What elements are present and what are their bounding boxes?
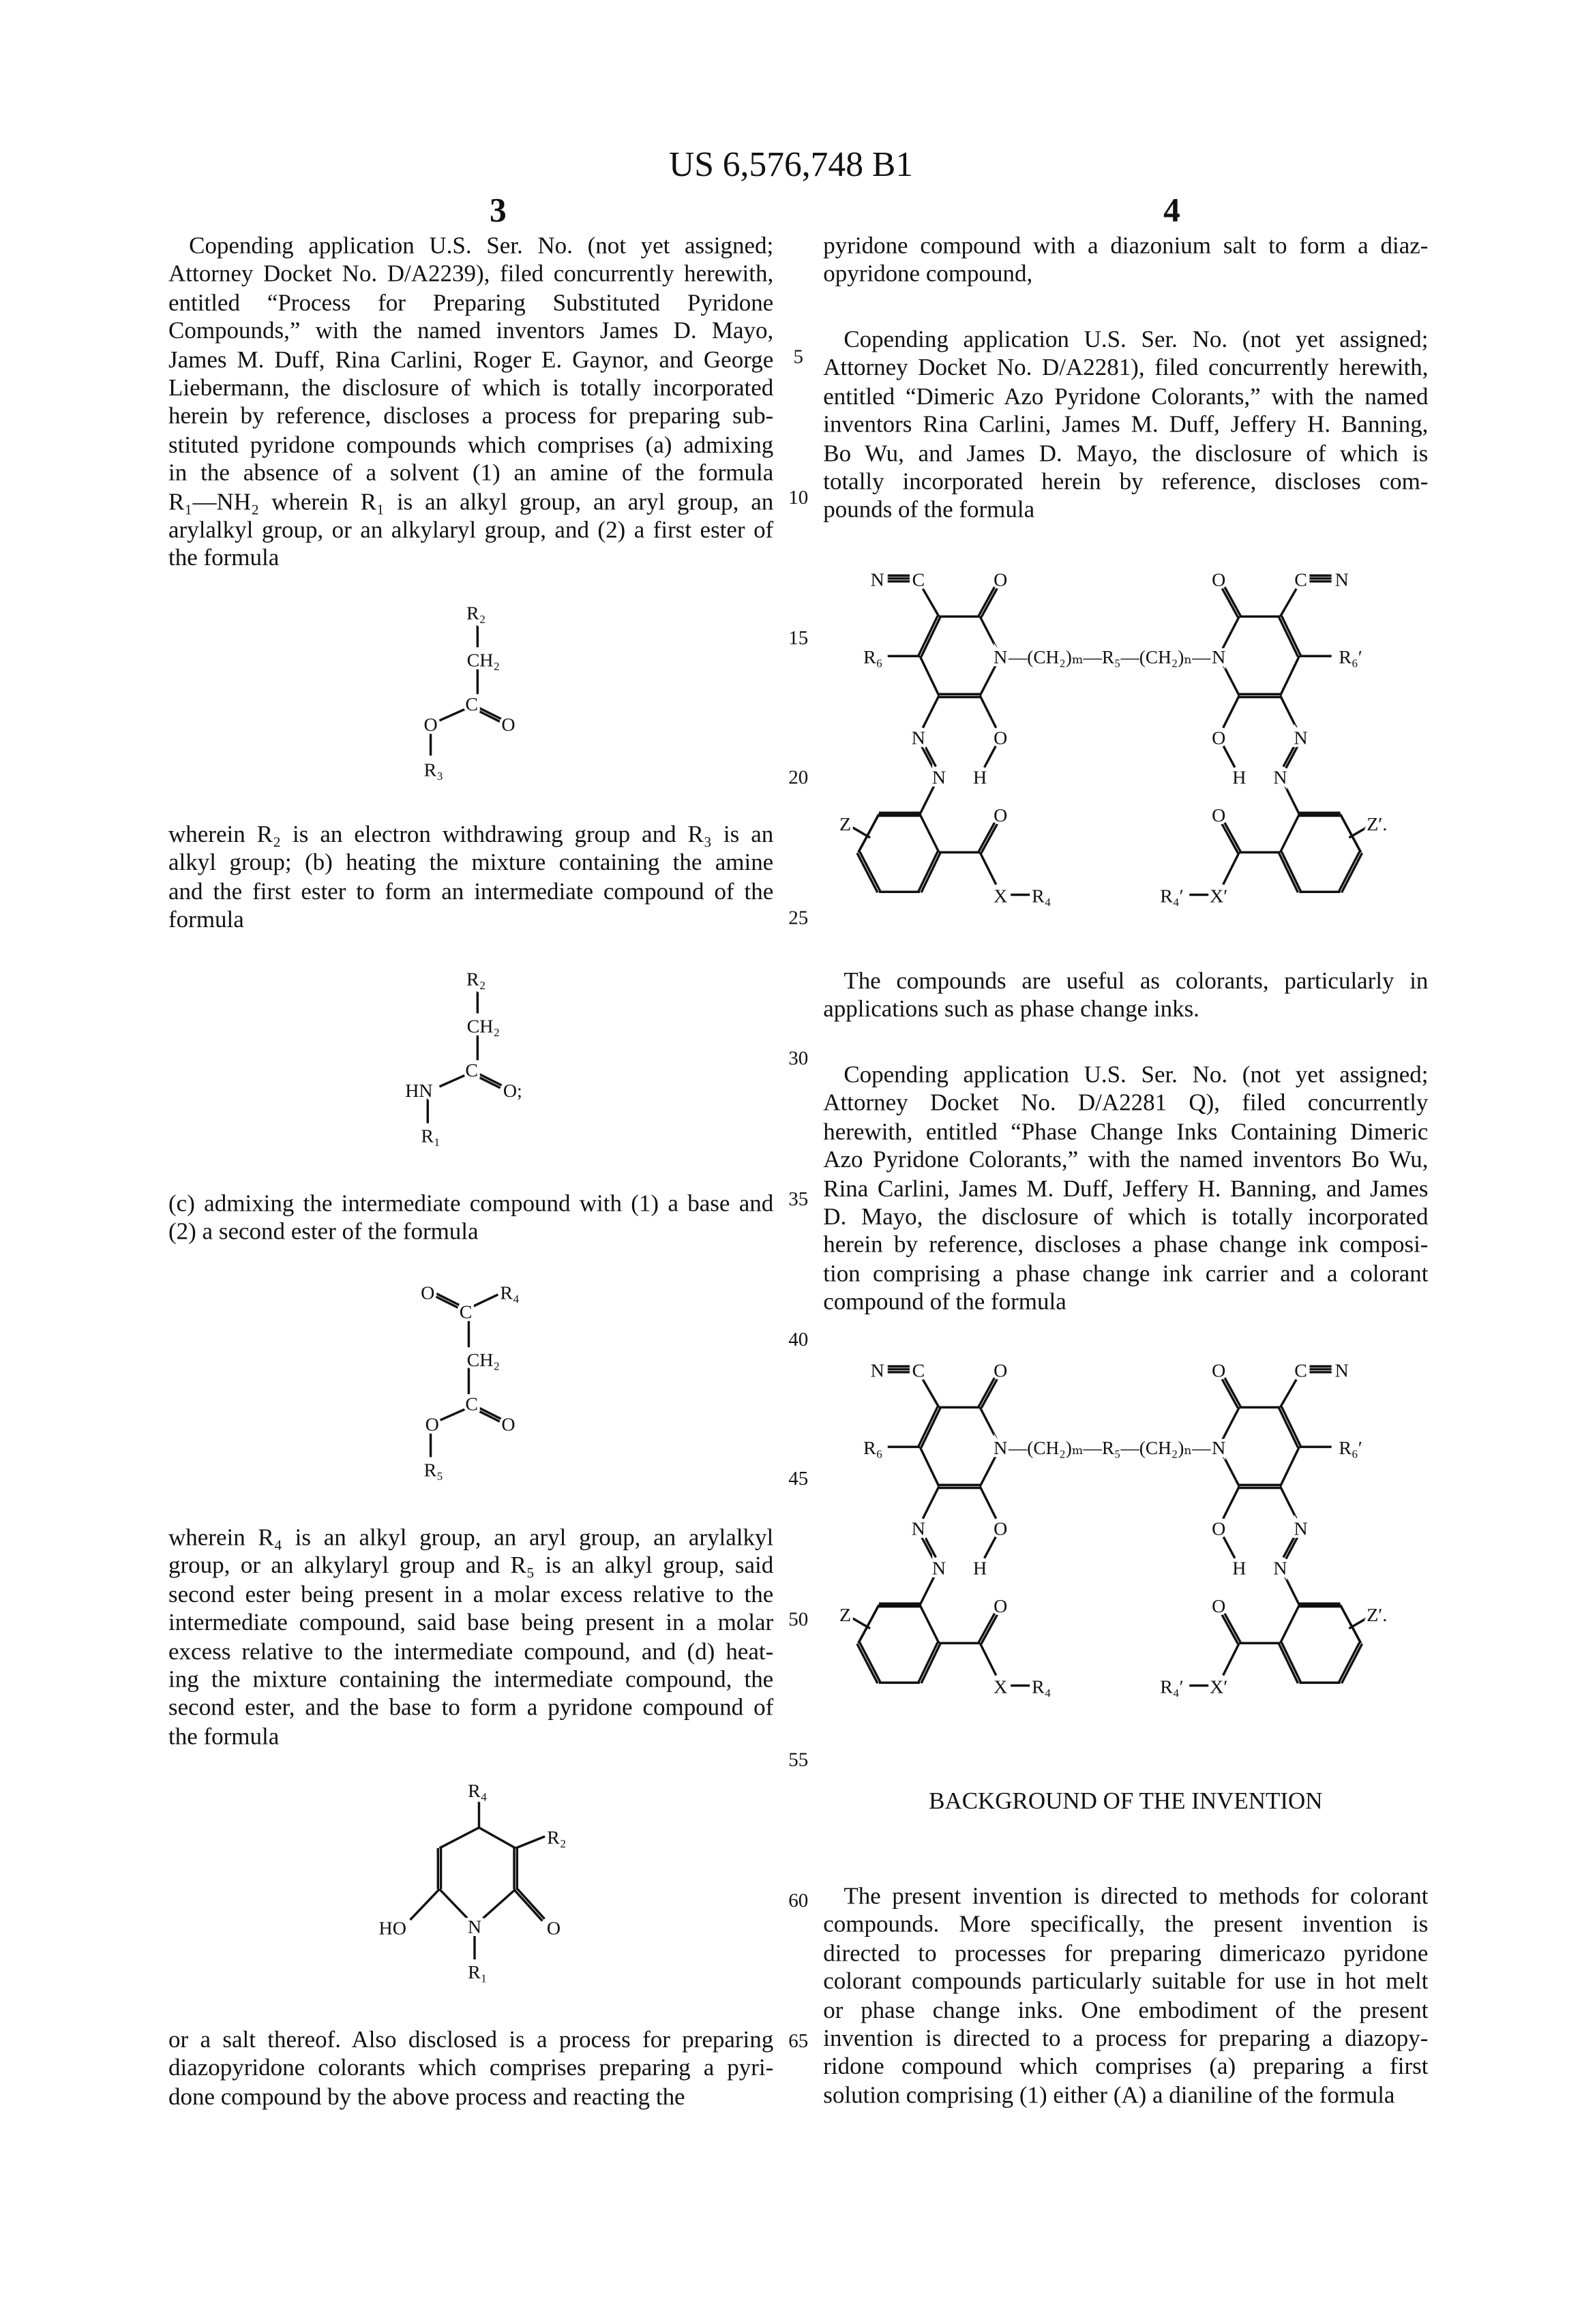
bond xyxy=(1225,586,1241,616)
bond xyxy=(1223,1643,1240,1675)
bond xyxy=(980,695,996,727)
text-line: herein by reference, discloses a phase change ink composi- xyxy=(823,1231,1428,1259)
text-line: R₁—NH₂ wherein R₁ is an alkyl group, an aryl group, an xyxy=(168,487,773,515)
text-line: wherein R₄ is an alkyl group, an aryl group, an arylalkyl xyxy=(168,1523,773,1552)
atom-label: R₆ xyxy=(863,1438,882,1459)
atom-label: O xyxy=(1212,1518,1225,1539)
atom-label: H xyxy=(973,767,987,788)
atom-label: O xyxy=(423,714,437,736)
text-line: the formula xyxy=(168,544,773,573)
atom-label: Z xyxy=(839,814,851,835)
colorant-compound-structure xyxy=(839,1360,1387,1697)
atom-label: —(CH₂)ₘ—R₅—(CH₂)ₙ— xyxy=(1008,647,1211,668)
bond xyxy=(439,1409,466,1421)
line-number: 30 xyxy=(779,1047,818,1070)
line-number: 45 xyxy=(779,1468,818,1491)
text-line: Compounds,” with the named inventors James D. Mayo, xyxy=(168,316,773,345)
text-line: compound of the formula xyxy=(823,1287,1428,1316)
atom-label: R₄′ xyxy=(1160,1676,1183,1697)
atom-label: N xyxy=(871,569,884,590)
atom-label: C xyxy=(912,569,925,590)
atom-label: R₂ xyxy=(466,969,486,991)
text-line: solution comprising (1) either (A) a dianiline of the formula xyxy=(823,2081,1428,2109)
line-number: 50 xyxy=(779,1608,818,1631)
atom-label: C xyxy=(460,1301,473,1323)
atom-label: O xyxy=(426,1415,439,1436)
text-line: Copending application U.S. Ser. No. (not yet assigned; xyxy=(823,325,1428,354)
bond xyxy=(1281,851,1300,891)
atom-label: O; xyxy=(503,1081,522,1102)
bond xyxy=(1225,1613,1241,1642)
atom-label: N xyxy=(1212,647,1225,668)
atom-label: Z′. xyxy=(1367,1605,1387,1626)
text-line: done compound by the above process and reacting the xyxy=(168,2082,773,2111)
line-number: 20 xyxy=(779,766,818,789)
text-line: alkyl group; (b) heating the mixture containing the amine xyxy=(168,849,773,877)
atom-label: N xyxy=(1335,1360,1349,1381)
text-line: colorant compounds particularly suitable for use in hot melt xyxy=(823,1967,1428,1995)
bond xyxy=(981,1614,998,1644)
line-number: 55 xyxy=(779,1749,818,1772)
text-line: Copending application U.S. Ser. No. (not yet assigned; xyxy=(168,231,773,260)
bond xyxy=(515,1890,543,1921)
bond xyxy=(979,822,995,851)
patent-page xyxy=(0,0,1582,2324)
text-line: pounds of the formula xyxy=(823,496,1428,524)
atom-label: O xyxy=(994,1360,1007,1381)
bond xyxy=(1341,1644,1362,1683)
atom-label: O xyxy=(994,569,1007,590)
column-number-right: 4 xyxy=(1143,192,1202,230)
text-line: inventors Rina Carlini, James M. Duff, Jeffery H. Banning, xyxy=(823,410,1428,439)
bond xyxy=(981,1378,998,1408)
text-line: or phase change inks. One embodiment of the present xyxy=(823,1995,1428,2024)
text-line: Copending application U.S. Ser. No. (not yet assigned; xyxy=(823,1060,1428,1089)
bond xyxy=(920,1605,939,1643)
bond xyxy=(1341,853,1362,892)
bond xyxy=(920,814,939,852)
text-line: formula xyxy=(168,905,773,934)
atom-label: N xyxy=(1335,569,1349,590)
atom-label: X′ xyxy=(1210,886,1227,907)
bond xyxy=(923,589,939,617)
bond xyxy=(439,709,466,721)
atom-label: N xyxy=(1294,727,1307,749)
intermediate-structure xyxy=(405,969,522,1147)
bond xyxy=(857,853,878,892)
atom-label: X xyxy=(994,886,1007,907)
bond xyxy=(1281,1642,1300,1682)
text-line: arylalkyl group, or an alkylaryl group, and (2) a first ester of xyxy=(168,515,773,544)
bond xyxy=(923,1486,939,1518)
line-number: 60 xyxy=(779,1889,818,1912)
line-number: 35 xyxy=(779,1188,818,1211)
atom-label: N xyxy=(1273,767,1287,788)
atom-label: X xyxy=(994,1676,1007,1697)
text-line: (c) admixing the intermediate compound with (1) a base and xyxy=(168,1189,773,1218)
pyridone-structure xyxy=(379,1781,567,1983)
atom-label: N xyxy=(994,1438,1007,1459)
atom-label: H xyxy=(1232,767,1246,788)
text-line: The compounds are useful as colorants, particularly in xyxy=(823,967,1428,995)
column-number-left: 3 xyxy=(468,192,527,230)
second-ester-structure xyxy=(421,1282,520,1481)
line-number: 15 xyxy=(779,627,818,650)
bond xyxy=(852,828,870,838)
atom-label: O xyxy=(1212,1596,1225,1617)
dimeric-azo-pyridone-structure xyxy=(839,569,1387,907)
atom-label: O xyxy=(994,1518,1007,1539)
atom-label: O xyxy=(1212,1360,1225,1381)
bond xyxy=(919,1642,938,1682)
bond xyxy=(1285,785,1299,814)
bond xyxy=(981,588,998,617)
text-line: stituted pyridone compounds which comprises (a) admixing xyxy=(168,430,773,459)
text-line: directed to processes for preparing dimericazo pyridone xyxy=(823,1939,1428,1967)
bond xyxy=(1222,1614,1238,1644)
bond xyxy=(980,1486,996,1518)
atom-label: O xyxy=(994,1596,1007,1617)
bond xyxy=(857,1644,878,1683)
atom-label: R₄ xyxy=(500,1282,519,1303)
text-line: Attorney Docket No. D/A2281 Q), filed concurrently xyxy=(823,1089,1428,1117)
bond xyxy=(439,1075,466,1087)
atom-label: R₄ xyxy=(468,1781,487,1802)
atom-label: N xyxy=(1294,1518,1307,1539)
text-line: group, or an alkylaryl group and R₅ is an alkyl group, said xyxy=(168,1552,773,1580)
line-number: 5 xyxy=(779,346,818,369)
text-line: in the absence of a solvent (1) an amine of the formula xyxy=(168,459,773,487)
text-line: wherein R₂ is an electron withdrawing group and R₃ is an xyxy=(168,820,773,849)
atom-label: C xyxy=(465,1060,478,1081)
text-line: James M. Duff, Rina Carlini, Roger E. Gaynor, and George xyxy=(168,345,773,374)
line-number: 10 xyxy=(779,486,818,509)
bond xyxy=(919,1406,938,1446)
atom-label: N xyxy=(871,1360,884,1381)
line-number: 25 xyxy=(779,907,818,930)
atom-label: Z xyxy=(839,1605,851,1626)
bond xyxy=(1223,852,1240,884)
bond xyxy=(1225,822,1241,851)
atom-label: O xyxy=(994,727,1007,749)
bond xyxy=(1222,588,1238,617)
atom-label: HO xyxy=(379,1918,406,1940)
atom-label: O xyxy=(1212,727,1225,749)
bond xyxy=(852,1618,870,1629)
bond xyxy=(980,852,996,884)
atom-label: N xyxy=(1212,1438,1225,1459)
bond xyxy=(920,656,939,695)
text-line: applications such as phase change inks. xyxy=(823,995,1428,1023)
atom-label: N xyxy=(932,1558,946,1579)
bond xyxy=(979,1377,995,1406)
bond xyxy=(860,851,880,891)
bond xyxy=(516,1837,545,1848)
bond xyxy=(479,1828,516,1848)
atom-label: R₆′ xyxy=(1339,647,1362,668)
bond xyxy=(1349,1618,1367,1629)
text-line: The present invention is directed to methods for colorant xyxy=(823,1882,1428,1910)
bond xyxy=(860,1642,880,1682)
text-line: Attorney Docket No. D/A2239), filed concurrently herewith, xyxy=(168,260,773,288)
bond xyxy=(920,1447,939,1486)
bond xyxy=(1285,1575,1299,1605)
text-line: intermediate compound, said base being present in a molar xyxy=(168,1608,773,1637)
text-line: (2) a second ester of the formula xyxy=(168,1218,773,1246)
text-line: diazopyridone colorants which comprises preparing a pyri- xyxy=(168,2054,773,2083)
text-line: totally incorporated herein by reference, discloses com- xyxy=(823,467,1428,496)
atom-label: Z′. xyxy=(1367,814,1387,835)
atom-label: R₆′ xyxy=(1339,1438,1362,1459)
bond xyxy=(1339,851,1360,891)
text-line: or a salt thereof. Also disclosed is a process for preparing xyxy=(168,2025,773,2054)
bond xyxy=(1280,656,1299,695)
text-line: herein by reference, discloses a process for preparing sub- xyxy=(168,402,773,430)
bond xyxy=(981,824,998,853)
atom-label: O xyxy=(501,714,515,736)
bond xyxy=(1280,1447,1299,1486)
text-line: Azo Pyridone Colorants,” with the named inventors Bo Wu, xyxy=(823,1145,1428,1174)
bond xyxy=(921,853,940,892)
bond xyxy=(979,586,995,616)
bond xyxy=(517,1888,545,1919)
atom-label: H xyxy=(1232,1558,1246,1579)
atom-label: C xyxy=(1294,569,1307,590)
bond xyxy=(919,616,938,655)
atom-label: C xyxy=(912,1360,925,1381)
text-line: opyridone compound, xyxy=(823,260,1428,288)
atom-label: N xyxy=(932,767,946,788)
atom-label: R₂ xyxy=(466,603,486,624)
atom-label: HN xyxy=(405,1081,432,1102)
atom-label: C xyxy=(1294,1360,1307,1381)
atom-label: R₆ xyxy=(863,647,882,668)
atom-label: N xyxy=(1273,1558,1287,1579)
bond xyxy=(1281,616,1300,655)
text-line: ridone compound which comprises (a) preparing a first xyxy=(823,2052,1428,2081)
bond xyxy=(923,695,939,727)
text-line: pyridone compound with a diazonium salt to form a diaz- xyxy=(823,231,1428,260)
bond xyxy=(1339,1642,1360,1682)
atom-label: C xyxy=(465,694,478,715)
bond xyxy=(920,1575,934,1605)
atom-label: O xyxy=(1212,569,1225,590)
atom-label: O xyxy=(547,1918,561,1940)
bond xyxy=(1279,1408,1298,1447)
text-line: compounds. More specifically, the present invention is xyxy=(823,1910,1428,1939)
bond xyxy=(1280,1605,1299,1643)
bond xyxy=(919,851,938,891)
bond xyxy=(921,617,940,657)
atom-label: H xyxy=(973,1558,987,1579)
bond xyxy=(410,1889,439,1920)
atom-label: X′ xyxy=(1210,1676,1227,1697)
atom-label: R₁ xyxy=(421,1126,440,1147)
bond xyxy=(1222,1378,1238,1408)
bond xyxy=(1223,695,1240,727)
atom-label: O xyxy=(1212,805,1225,826)
atom-label: R₅ xyxy=(424,1460,443,1481)
bond xyxy=(923,1380,939,1408)
atom-label: CH₂ xyxy=(467,1016,501,1037)
bond xyxy=(1280,814,1299,852)
section-heading: BACKGROUND OF THE INVENTION xyxy=(823,1787,1428,1816)
text-line: ing the mixture containing the intermediate compound, the xyxy=(168,1665,773,1693)
atom-label: N xyxy=(912,727,925,749)
text-line: entitled “Process for Preparing Substituted Pyridone xyxy=(168,288,773,317)
line-number: 65 xyxy=(779,2029,818,2052)
patent-number: US 6,576,748 B1 xyxy=(0,147,1582,186)
bond xyxy=(920,785,934,814)
bond xyxy=(1280,1486,1296,1518)
text-line: Bo Wu, and James D. Mayo, the disclosure of which is xyxy=(823,439,1428,468)
atom-label: R₃ xyxy=(424,760,443,781)
atom-label: O xyxy=(994,805,1007,826)
atom-label: CH₂ xyxy=(467,1350,501,1371)
bond xyxy=(1280,695,1296,727)
first-ester-structure xyxy=(423,603,515,781)
text-line: herewith, entitled “Phase Change Inks Containing Dimeric xyxy=(823,1117,1428,1146)
atom-label: O xyxy=(421,1282,434,1303)
bond xyxy=(473,1295,498,1306)
text-line: second ester, and the base to form a pyridone compound of xyxy=(168,1693,773,1722)
bond xyxy=(979,1613,995,1642)
atom-label: O xyxy=(501,1415,515,1436)
text-line: Rina Carlini, James M. Duff, Jeffery H. Banning, and James xyxy=(823,1174,1428,1203)
atom-label: R₂ xyxy=(547,1828,566,1849)
bond xyxy=(1349,828,1367,838)
bond xyxy=(921,1408,940,1447)
bond xyxy=(439,1828,479,1848)
text-line: tion comprising a phase change ink carrier and a colorant xyxy=(823,1259,1428,1288)
text-line: invention is directed to a process for preparing a diazopy- xyxy=(823,2024,1428,2053)
atom-label: R₁ xyxy=(468,1962,487,1983)
bond xyxy=(1279,1644,1298,1683)
atom-label: N xyxy=(468,1917,481,1938)
bond xyxy=(1223,1486,1240,1518)
bond xyxy=(1279,617,1298,657)
bond xyxy=(980,1643,996,1675)
text-line: the formula xyxy=(168,1722,773,1751)
text-line: excess relative to the intermediate compound, and (d) heat- xyxy=(168,1637,773,1665)
chemical-structures xyxy=(0,0,1582,2324)
atom-label: R₄ xyxy=(1032,886,1051,907)
line-number: 40 xyxy=(779,1327,818,1350)
bond xyxy=(1222,824,1238,853)
text-line: and the first ester to form an intermediate compound of the xyxy=(168,877,773,905)
bond xyxy=(1280,1380,1296,1408)
bond xyxy=(1225,1377,1241,1406)
text-line: second ester being present in a molar excess relative to the xyxy=(168,1580,773,1608)
atom-label: CH₂ xyxy=(467,650,501,671)
bond xyxy=(1279,853,1298,892)
atom-label: —(CH₂)ₘ—R₅—(CH₂)ₙ— xyxy=(1008,1438,1211,1459)
text-line: D. Mayo, the disclosure of which is totally incorporated xyxy=(823,1203,1428,1231)
bond xyxy=(1280,589,1296,617)
atom-label: C xyxy=(465,1394,478,1415)
text-line: entitled “Dimeric Azo Pyridone Colorants,” with the named xyxy=(823,382,1428,410)
atom-label: R₄′ xyxy=(1160,886,1183,907)
text-line: Liebermann, the disclosure of which is totally incorporated xyxy=(168,374,773,402)
atom-label: N xyxy=(994,647,1007,668)
atom-label: R₄ xyxy=(1032,1676,1051,1697)
bond xyxy=(1281,1406,1300,1446)
text-line: Attorney Docket No. D/A2281), filed concurrently herewith, xyxy=(823,354,1428,382)
atom-label: N xyxy=(912,1518,925,1539)
bond xyxy=(921,1644,940,1683)
